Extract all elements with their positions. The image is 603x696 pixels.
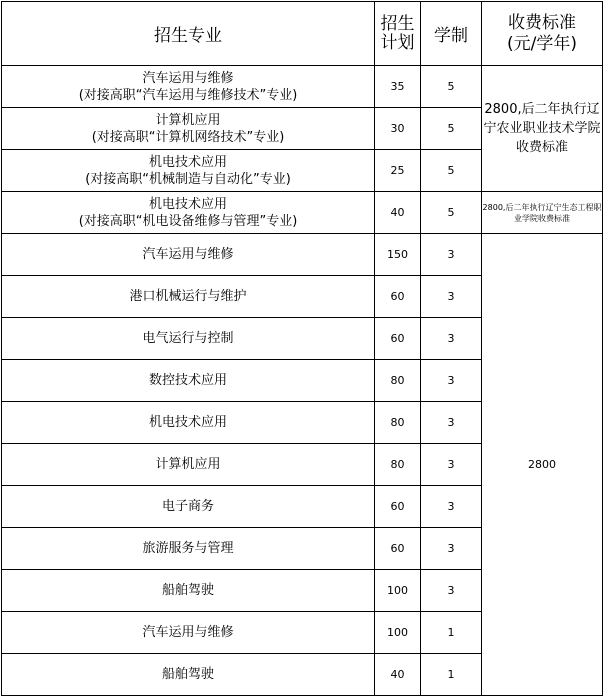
- duration-cell: 5: [421, 66, 482, 108]
- header-major: 招生专业: [2, 2, 375, 66]
- plan-cell: 35: [375, 66, 421, 108]
- major-cell: 船舶驾驶: [2, 570, 375, 612]
- major-note: (对接高职“机电设备维修与管理”专业): [78, 213, 298, 229]
- major-cell: [2, 66, 375, 108]
- header-row: [2, 2, 603, 66]
- duration-cell: 5: [421, 150, 482, 192]
- major-note: (对接高职“机械制造与自动化”专业): [85, 171, 291, 187]
- major-cell: [2, 192, 375, 234]
- plan-cell: 60: [375, 276, 421, 318]
- duration-cell: 3: [421, 528, 482, 570]
- fee-cell-group1: 2800,后二年执行辽宁农业职业技术学院收费标准: [482, 66, 603, 192]
- major-cell: 港口机械运行与维护: [2, 276, 375, 318]
- major-note: (对接高职“计算机网络技术”专业): [91, 129, 285, 145]
- plan-cell: 80: [375, 444, 421, 486]
- major-name: 机电技术应用: [148, 154, 227, 170]
- duration-cell: 3: [421, 234, 482, 276]
- header-fee-line1: 收费标准: [508, 12, 576, 33]
- fee-cell-group2: 2800,后二年执行辽宁生态工程职业学院收费标准: [482, 192, 603, 234]
- major-cell: [2, 108, 375, 150]
- fee-cell-group3: 2800: [482, 234, 603, 696]
- duration-cell: 5: [421, 192, 482, 234]
- plan-cell: 60: [375, 528, 421, 570]
- major-name: 计算机应用: [155, 112, 221, 128]
- duration-cell: 3: [421, 318, 482, 360]
- header-plan-line2: 计划: [380, 32, 415, 53]
- header-fee: [482, 2, 603, 66]
- major-cell: 电气运行与控制: [2, 318, 375, 360]
- major-cell: 电子商务: [2, 486, 375, 528]
- major-cell: 汽车运用与维修: [2, 234, 375, 276]
- major-cell: 数控技术应用: [2, 360, 375, 402]
- duration-cell: 3: [421, 570, 482, 612]
- major-cell: 汽车运用与维修: [2, 612, 375, 654]
- admissions-table: [1, 1, 603, 696]
- major-note: (对接高职“汽车运用与维修技术”专业): [78, 87, 298, 103]
- duration-cell: 1: [421, 612, 482, 654]
- major-cell: [2, 150, 375, 192]
- major-cell: 机电技术应用: [2, 402, 375, 444]
- duration-cell: 3: [421, 444, 482, 486]
- header-plan: [375, 2, 421, 66]
- header-duration: 学制: [421, 2, 482, 66]
- plan-cell: 30: [375, 108, 421, 150]
- plan-cell: 25: [375, 150, 421, 192]
- table-row: [2, 234, 603, 276]
- major-name: 汽车运用与维修: [142, 70, 234, 86]
- plan-cell: 80: [375, 360, 421, 402]
- table-row: [2, 66, 603, 108]
- plan-cell: 100: [375, 570, 421, 612]
- duration-cell: 5: [421, 108, 482, 150]
- plan-cell: 40: [375, 654, 421, 696]
- plan-cell: 60: [375, 318, 421, 360]
- plan-cell: 100: [375, 612, 421, 654]
- duration-cell: 3: [421, 360, 482, 402]
- plan-cell: 40: [375, 192, 421, 234]
- duration-cell: 3: [421, 276, 482, 318]
- duration-cell: 3: [421, 402, 482, 444]
- plan-cell: 60: [375, 486, 421, 528]
- major-cell: 旅游服务与管理: [2, 528, 375, 570]
- plan-cell: 150: [375, 234, 421, 276]
- table-row: [2, 192, 603, 234]
- major-cell: 计算机应用: [2, 444, 375, 486]
- major-cell: 船舶驾驶: [2, 654, 375, 696]
- header-plan-line1: 招生: [380, 13, 415, 34]
- header-fee-line2: (元/学年): [507, 33, 577, 54]
- plan-cell: 80: [375, 402, 421, 444]
- duration-cell: 1: [421, 654, 482, 696]
- major-name: 机电技术应用: [148, 196, 227, 212]
- duration-cell: 3: [421, 486, 482, 528]
